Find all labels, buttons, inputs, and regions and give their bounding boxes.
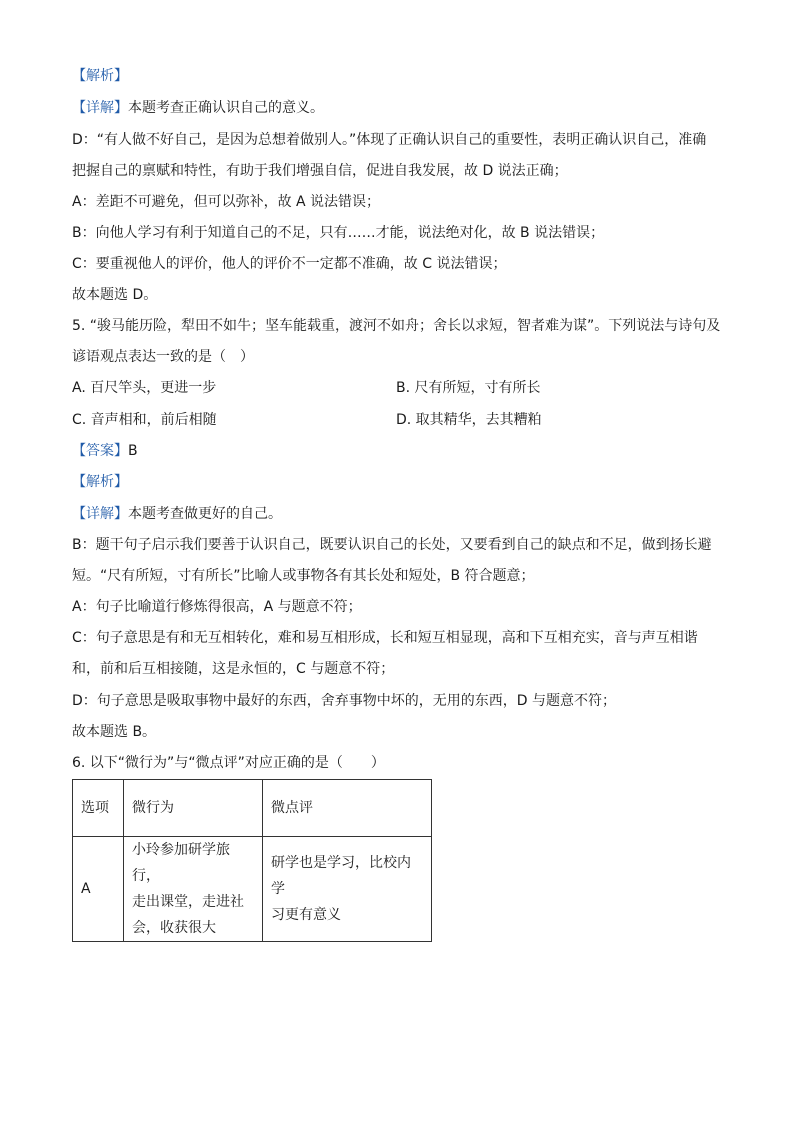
explanation-line: B：向他人学习有利于知道自己的不足，只有……才能，说法绝对化，故 B 说法错误； (72, 225, 605, 241)
explanation-line: 把握自己的禀赋和特性，有助于我们增强自信，促进自我发展，故 D 说法正确； (72, 163, 568, 179)
conclusion-line: 故本题选 D。 (72, 287, 158, 303)
behavior-cell (124, 837, 263, 942)
explanation-line: 短。“尺有所短，寸有所长”比喻人或事物各有其长处和短处，B 符合题意； (72, 568, 535, 584)
table-row (73, 837, 432, 942)
comment-text-line: 研学也是学习，比校内学 (271, 855, 411, 897)
answer-value: B (128, 443, 138, 459)
detail-tag: 【详解】 (72, 100, 128, 116)
explanation-line: 和，前和后互相接随，这是永恒的，C 与题意不符； (72, 661, 395, 677)
explanation-line: D：“有人做不好自己，是因为总想着做别人。”体现了正确认识自己的重要性，表明正确认识自己，准确 (72, 132, 707, 148)
table-header-cell: 选项 (73, 780, 124, 837)
table-header-cell: 微点评 (263, 780, 432, 837)
table-header-row (73, 780, 432, 837)
option-b: B. 尺有所短，寸有所长 (396, 380, 541, 396)
explanation-line: A：句子比喻道行修炼得很高，A 与题意不符； (72, 599, 362, 615)
comment-cell (263, 837, 432, 942)
conclusion-line: 故本题选 B。 (72, 724, 157, 740)
explanation-line: D：句子意思是吸取事物中最好的东西，舍弃事物中坏的，无用的东西，D 与题意不符； (72, 693, 617, 709)
detail-text: 本题考查正确认识自己的意义。 (128, 100, 324, 116)
question-5-stem-cont: 谚语观点表达一致的是（ ） (72, 349, 254, 365)
answer-tag: 【答案】 (72, 443, 128, 459)
question-6-stem: 6. 以下“微行为”与“微点评”对应正确的是（ ） (72, 755, 385, 771)
option-d: D. 取其精华，去其糟粕 (396, 412, 542, 428)
explanation-line: A：差距不可避免，但可以弥补，故 A 说法错误； (72, 194, 381, 210)
detail-line (72, 504, 722, 524)
analysis-tag: 【解析】 (72, 474, 128, 490)
table-header-cell: 微行为 (124, 780, 263, 837)
behavior-text-line: 会，收获很大 (132, 920, 216, 936)
question-5-stem: 5. “骏马能历险，犁田不如牛；坚车能载重，渡河不如舟；舍长以求短，智者难为谋”。下列说法与诗句及 (72, 318, 721, 334)
analysis-tag: 【解析】 (72, 68, 128, 84)
detail-line (72, 98, 722, 118)
option-cell: A (73, 837, 124, 942)
explanation-line: C：要重视他人的评价，他人的评价不一定都不准确，故 C 说法错误； (72, 256, 507, 272)
detail-tag: 【详解】 (72, 506, 128, 522)
options-table (72, 779, 432, 942)
comment-text-line: 习更有意义 (271, 907, 341, 923)
explanation-line: C：句子意思是有和无互相转化，难和易互相形成，长和短互相显现，高和下互相充实，音与声互相谐 (72, 630, 698, 646)
behavior-text-line: 小玲参加研学旅行， (132, 842, 230, 884)
explanation-line: B：题干句子启示我们要善于认识自己，既要认识自己的长处，又要看到自己的缺点和不足，做到扬长避 (72, 537, 712, 553)
detail-text: 本题考查做更好的自己。 (128, 506, 282, 522)
option-a: A. 百尺竿头，更进一步 (72, 380, 217, 396)
option-c: C. 音声相和，前后相随 (72, 412, 217, 428)
answer-line (72, 441, 722, 461)
behavior-text-line: 走出课堂，走进社 (132, 894, 244, 910)
